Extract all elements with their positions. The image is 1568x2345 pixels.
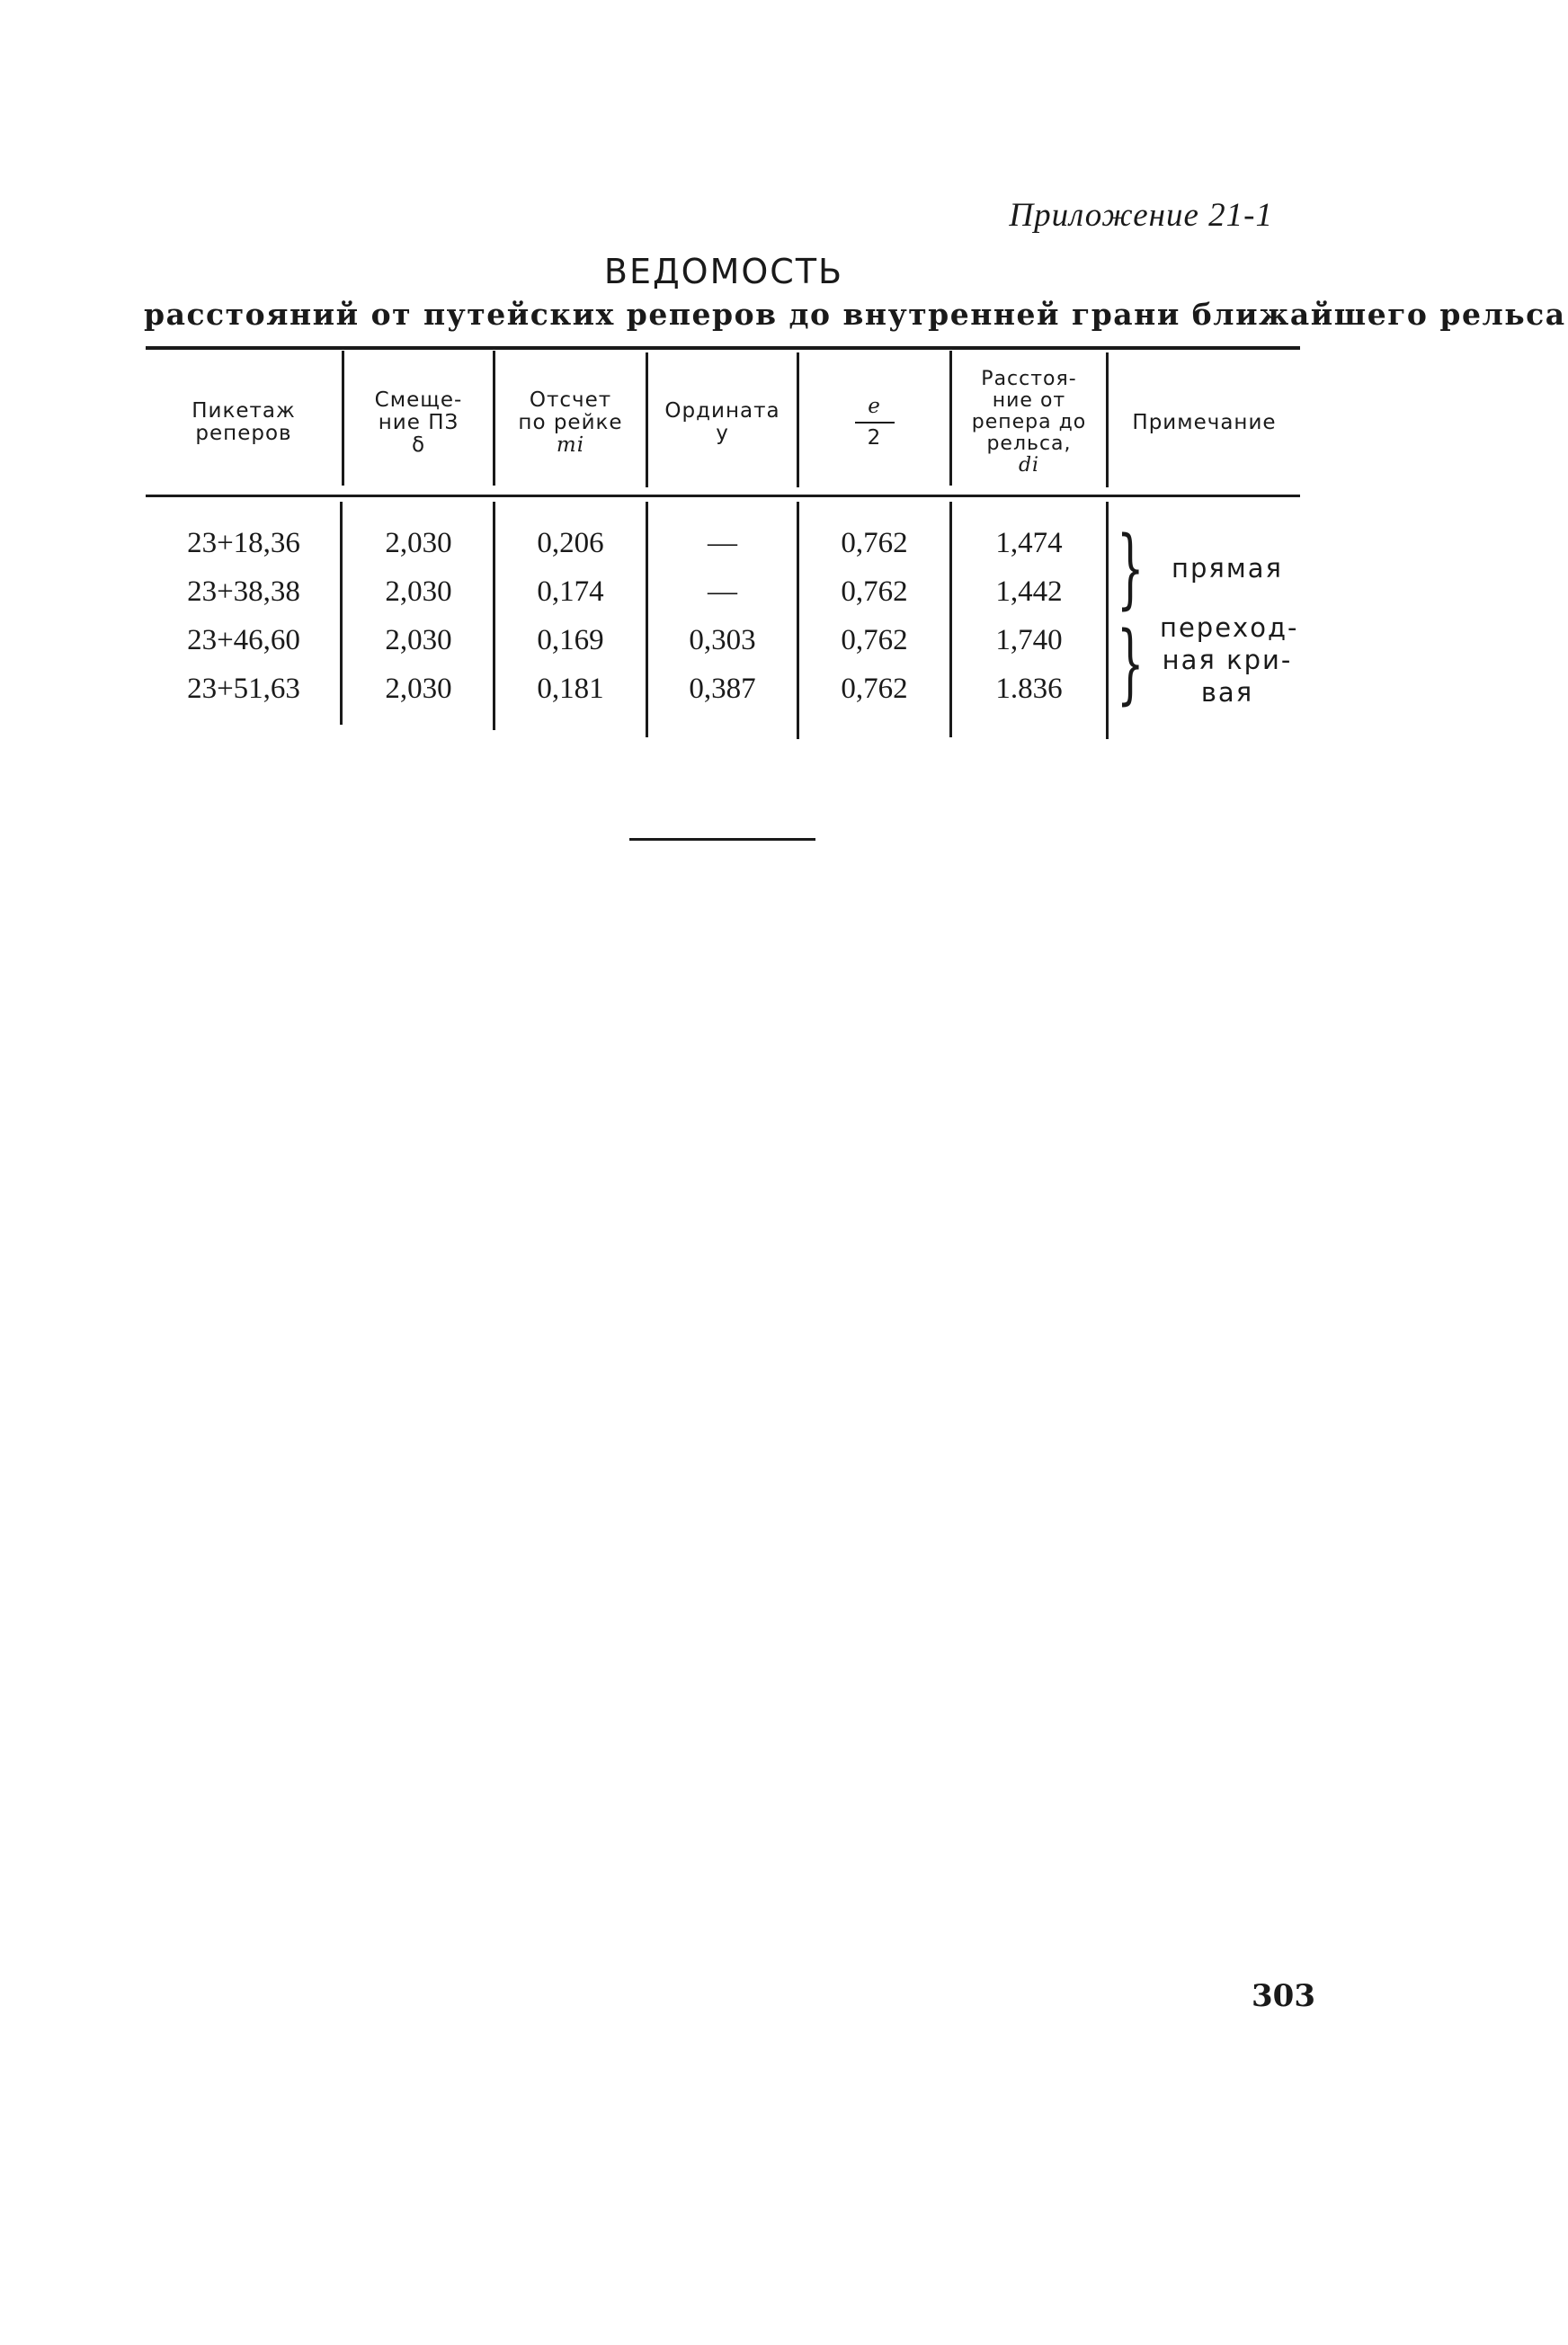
cell-half-e: 0,762 [841, 527, 908, 559]
cell-offset: 2,030 [385, 624, 452, 656]
document-title: ВЕДОМОСТЬ [603, 252, 844, 291]
body-divider [1106, 502, 1109, 739]
header-half-e [799, 352, 949, 493]
header-distance: Расстоя- ние от репера до рельса, di [971, 368, 1087, 477]
header-note: Примечание [1132, 410, 1277, 434]
cell-ordinate: 0,303 [689, 624, 756, 656]
fraction: $\frac{e}{2}$ [855, 396, 895, 450]
header-ordinate: Ордината y [664, 399, 780, 445]
cell-distance: 1,442 [995, 575, 1063, 608]
cell-picket: 23+51,63 [187, 673, 300, 705]
cell-half-e: 0,762 [841, 673, 908, 705]
cell-reading: 0,169 [537, 624, 604, 656]
header-reading: Отсчет по рейке mi [518, 388, 623, 457]
cell-offset: 2,030 [385, 673, 452, 705]
cell-distance: 1.836 [995, 673, 1063, 705]
cell-picket: 23+38,38 [187, 575, 300, 608]
page-number: 303 [1252, 1978, 1315, 2014]
appendix-label: Приложение 21-1 [1009, 197, 1273, 234]
cell-reading: 0,206 [537, 527, 604, 559]
cell-ordinate: — [708, 575, 737, 608]
cell-reading: 0,174 [537, 575, 604, 608]
fraction-bar [855, 422, 895, 424]
cell-picket: 23+46,60 [187, 624, 300, 656]
header-offset: Смеще- ние ПЗ δ [374, 388, 463, 457]
cell-offset: 2,030 [385, 575, 452, 608]
note-transition: переход- ная кри- вая [1160, 612, 1299, 708]
table-header-rule [146, 495, 1300, 497]
header-picket: Пикетаж реперов [192, 399, 296, 445]
brace-straight: } [1117, 518, 1145, 619]
brace-transition: } [1117, 613, 1145, 714]
cell-ordinate: — [708, 527, 737, 559]
cell-half-e: 0,762 [841, 575, 908, 608]
cell-distance: 1,740 [995, 624, 1063, 656]
cell-offset: 2,030 [385, 527, 452, 559]
cell-distance: 1,474 [995, 527, 1063, 559]
document-subtitle: расстояний от путейских реперов до внутренней грани ближайшего рельса [144, 297, 1566, 332]
cell-picket: 23+18,36 [187, 527, 300, 559]
cell-half-e: 0,762 [841, 624, 908, 656]
table-top-rule [146, 346, 1300, 350]
cell-reading: 0,181 [537, 673, 604, 705]
cell-ordinate: 0,387 [689, 673, 756, 705]
note-straight: прямая [1172, 553, 1283, 584]
end-rule [629, 838, 815, 841]
